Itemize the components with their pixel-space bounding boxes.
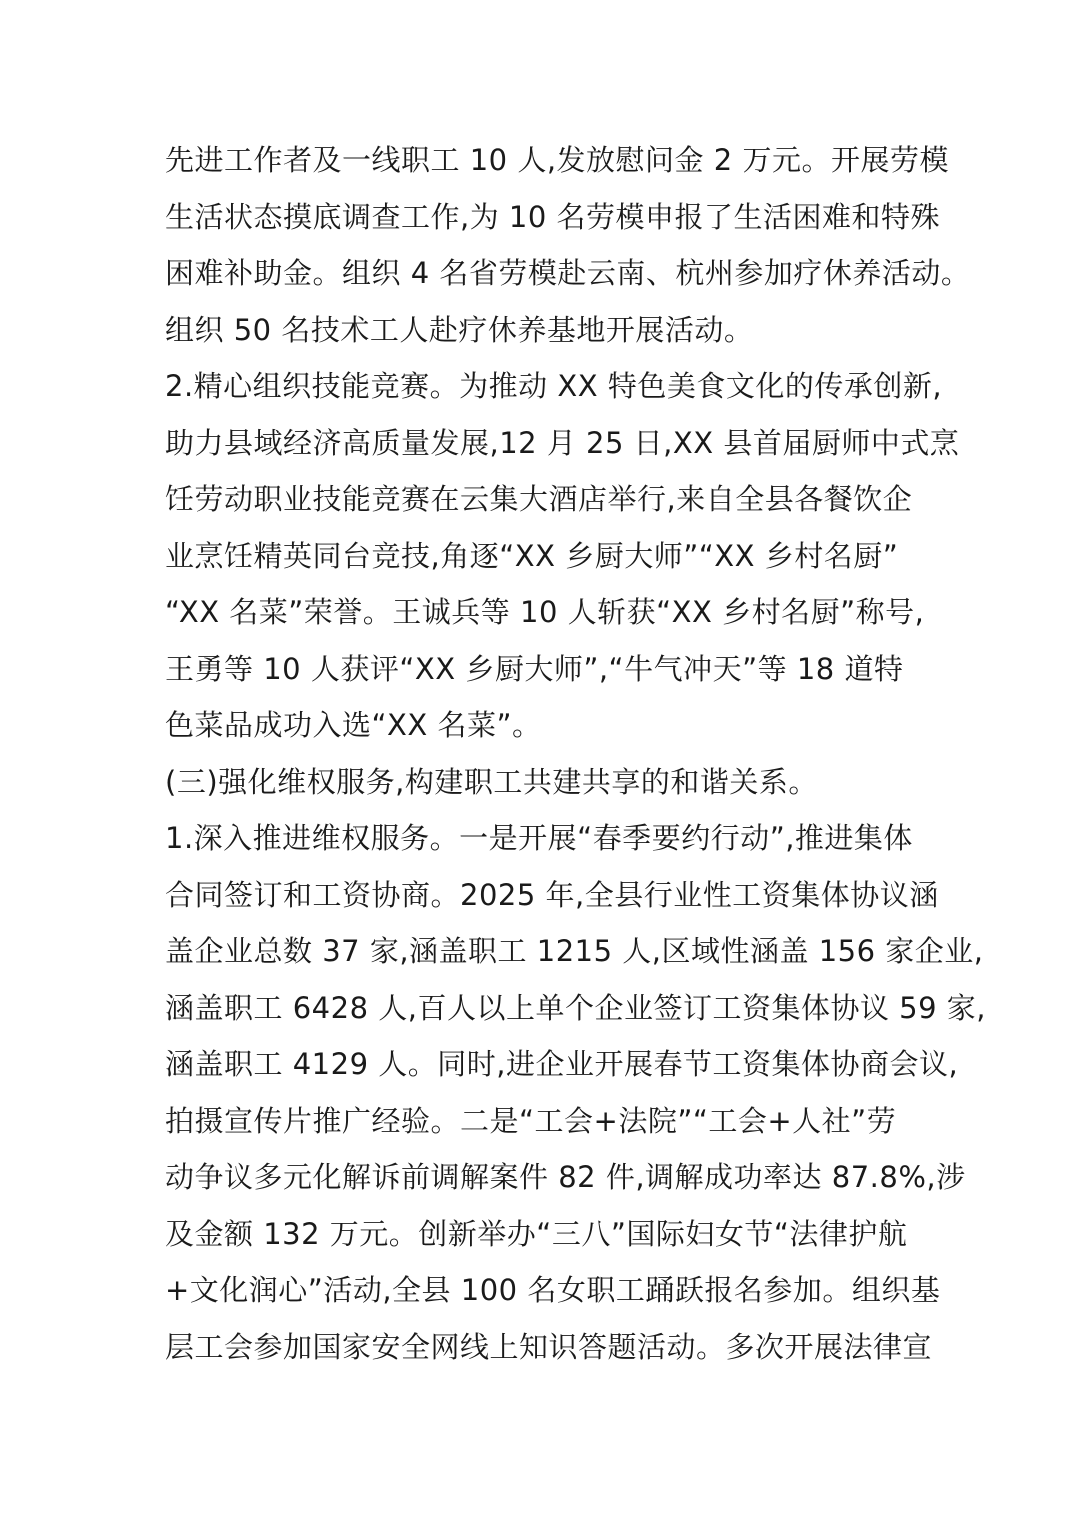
text-line: 合同签订和工资协商。2025 年,全县行业性工资集体协议涵 — [165, 877, 939, 912]
document-body — [165, 132, 987, 1375]
text-line: 先进工作者及一线职工 10 人,发放慰问金 2 万元。开展劳模 — [165, 143, 949, 177]
text-line: 拍摄宣传片推广经验。二是“工会+法院”“工会+人社”劳 — [165, 1103, 897, 1138]
text-line: 盖企业总数 37 家,涵盖职工 1215 人,区域性涵盖 156 家企业, — [165, 934, 984, 968]
text-line: 生活状态摸底调查工作,为 10 名劳模申报了生活困难和特殊 — [165, 199, 941, 234]
text-line: 动争议多元化解诉前调解案件 82 件,调解成功率达 87.8%,涉 — [165, 1160, 966, 1194]
section-heading: (三)强化维权服务,构建职工共建共享的和谐关系。 — [165, 764, 818, 799]
text-line: 及金额 132 万元。创新举办“三八”国际妇女节“法律护航 — [165, 1216, 908, 1251]
text-line: 困难补助金。组织 4 名省劳模赴云南、杭州参加疗休养活动。 — [165, 256, 971, 290]
text-line: 层工会参加国家安全网线上知识答题活动。多次开展法律宣 — [165, 1329, 933, 1364]
text-line: 色菜品成功入选“XX 名菜”。 — [165, 708, 542, 742]
text-line: +文化润心”活动,全县 100 名女职工踊跃报名参加。组织基 — [165, 1273, 941, 1307]
text-line: 王勇等 10 人获评“XX 乡厨大师”,“牛气冲天”等 18 道特 — [165, 651, 904, 686]
text-line: 涵盖职工 4129 人。同时,进企业开展春节工资集体协商会议, — [165, 1047, 959, 1081]
text-line: 业烹饪精英同台竞技,角逐“XX 乡厨大师”“XX 乡村名厨” — [165, 538, 899, 573]
text-line: 1.深入推进维权服务。一是开展“春季要约行动”,推进集体 — [165, 821, 913, 855]
text-line: 饪劳动职业技能竞赛在云集大酒店举行,来自全县各餐饮企 — [165, 482, 913, 516]
text-line: 涵盖职工 6428 人,百人以上单个企业签订工资集体协议 59 家, — [165, 990, 987, 1025]
text-line: 组织 50 名技术工人赴疗休养基地开展活动。 — [165, 312, 754, 347]
text-line: 助力县域经济高质量发展,12 月 25 日,XX 县首届厨师中式烹 — [165, 425, 960, 460]
text-line: 2.精心组织技能竞赛。为推动 XX 特色美食文化的传承创新, — [165, 369, 943, 403]
text-line: “XX 名菜”荣誉。王诚兵等 10 人斩获“XX 乡村名厨”称号, — [165, 595, 925, 629]
